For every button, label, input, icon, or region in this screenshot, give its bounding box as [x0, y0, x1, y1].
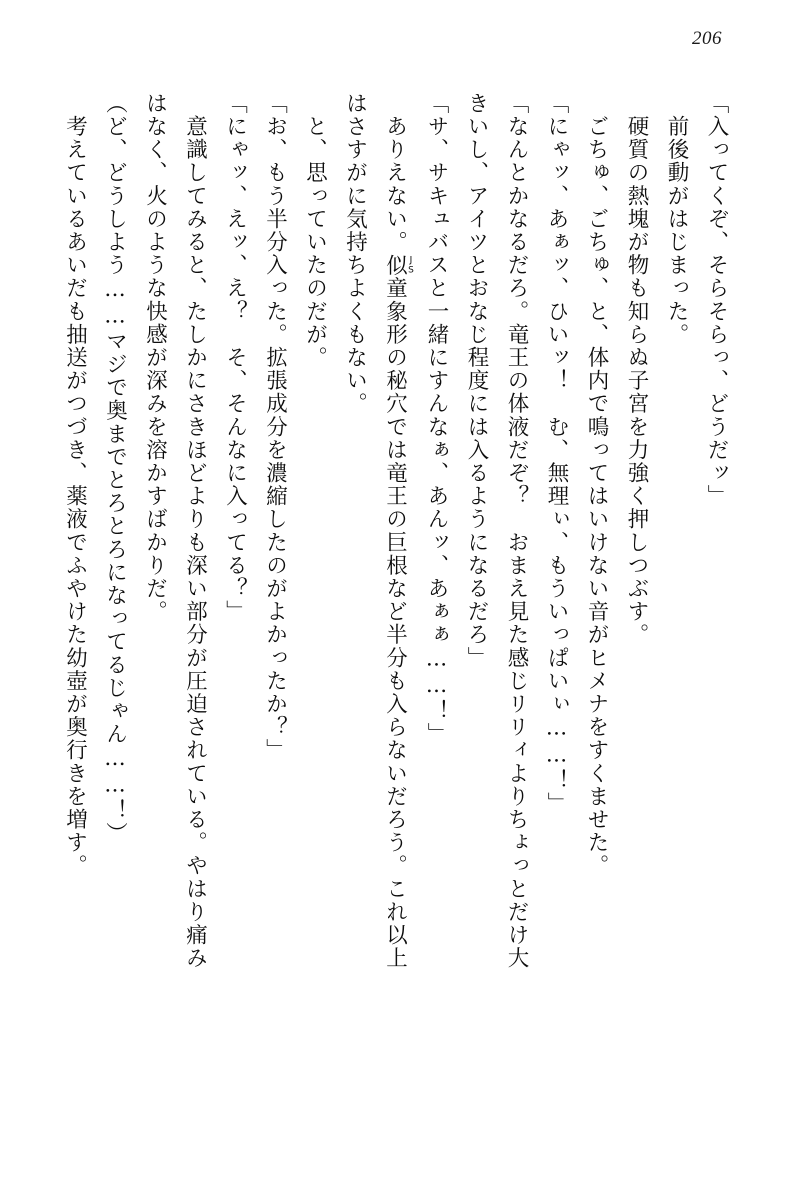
paragraph: と、思っていたのだが。	[302, 92, 328, 370]
paragraph: 硬質の熱塊が物も知らぬ子宮を力強く押しつぶす。	[624, 92, 649, 647]
paragraph: 「にゃッ、えッ、え？ そ、そんなに入ってる？」	[222, 92, 248, 624]
paragraph: （ど、どうしよう……マジで奥までとろとろになってるじゃん……！）	[102, 92, 128, 846]
paragraph: 「お、もう半分入った。拡張成分を濃縮したのがよかったか？」	[262, 92, 288, 762]
ruby-annotation: 似JS	[382, 253, 416, 277]
paragraph: 「なんとかなるだろ。竜王の体液だぞ？ おまえ見た感じリリィよりちょっとだけ大	[504, 92, 529, 970]
paragraph: きいし、アイツとおなじ程度には入るようになるだろ」	[464, 92, 489, 670]
page-number: 206	[692, 28, 722, 49]
paragraph: 「にゃッ、あぁッ、ひいッ！ む、無理ぃ、もういっぱいぃ……！」	[544, 92, 569, 816]
paragraph: はなく、火のような快感が深みを溶かすばかりだ。	[142, 92, 168, 624]
paragraph: はさすがに気持ちよくもない。	[342, 92, 368, 416]
paragraph: ごちゅ、ごちゅ、と、体内で鳴ってはいけない音がヒメナをすくませた。	[584, 92, 609, 878]
paragraph-ruby-text: ありえない。似JS童象形の秘穴では竜王の巨根など半分も入らないだろう。これ以上	[382, 92, 416, 970]
paragraph: 意識してみると、たしかにさきほどよりも深い部分が圧迫されている。やはり痛み	[182, 92, 208, 970]
ruby-reading: JS	[406, 253, 416, 277]
page-text-body	[60, 92, 736, 1148]
paragraph: 「サ、サキュバスと一緒にすんなぁ、あんッ、あぁぁ……！」	[424, 92, 449, 746]
paragraph-with-ruby	[375, 92, 417, 1148]
paragraph: 考えているあいだも抽送がつづき、薬液でふやけた幼壺が奥行きを増す。	[62, 92, 88, 878]
paragraph: 「入ってくぞ、そらそらっ、どうだッ」	[704, 92, 729, 508]
paragraph: 前後動がはじまった。	[664, 92, 689, 347]
